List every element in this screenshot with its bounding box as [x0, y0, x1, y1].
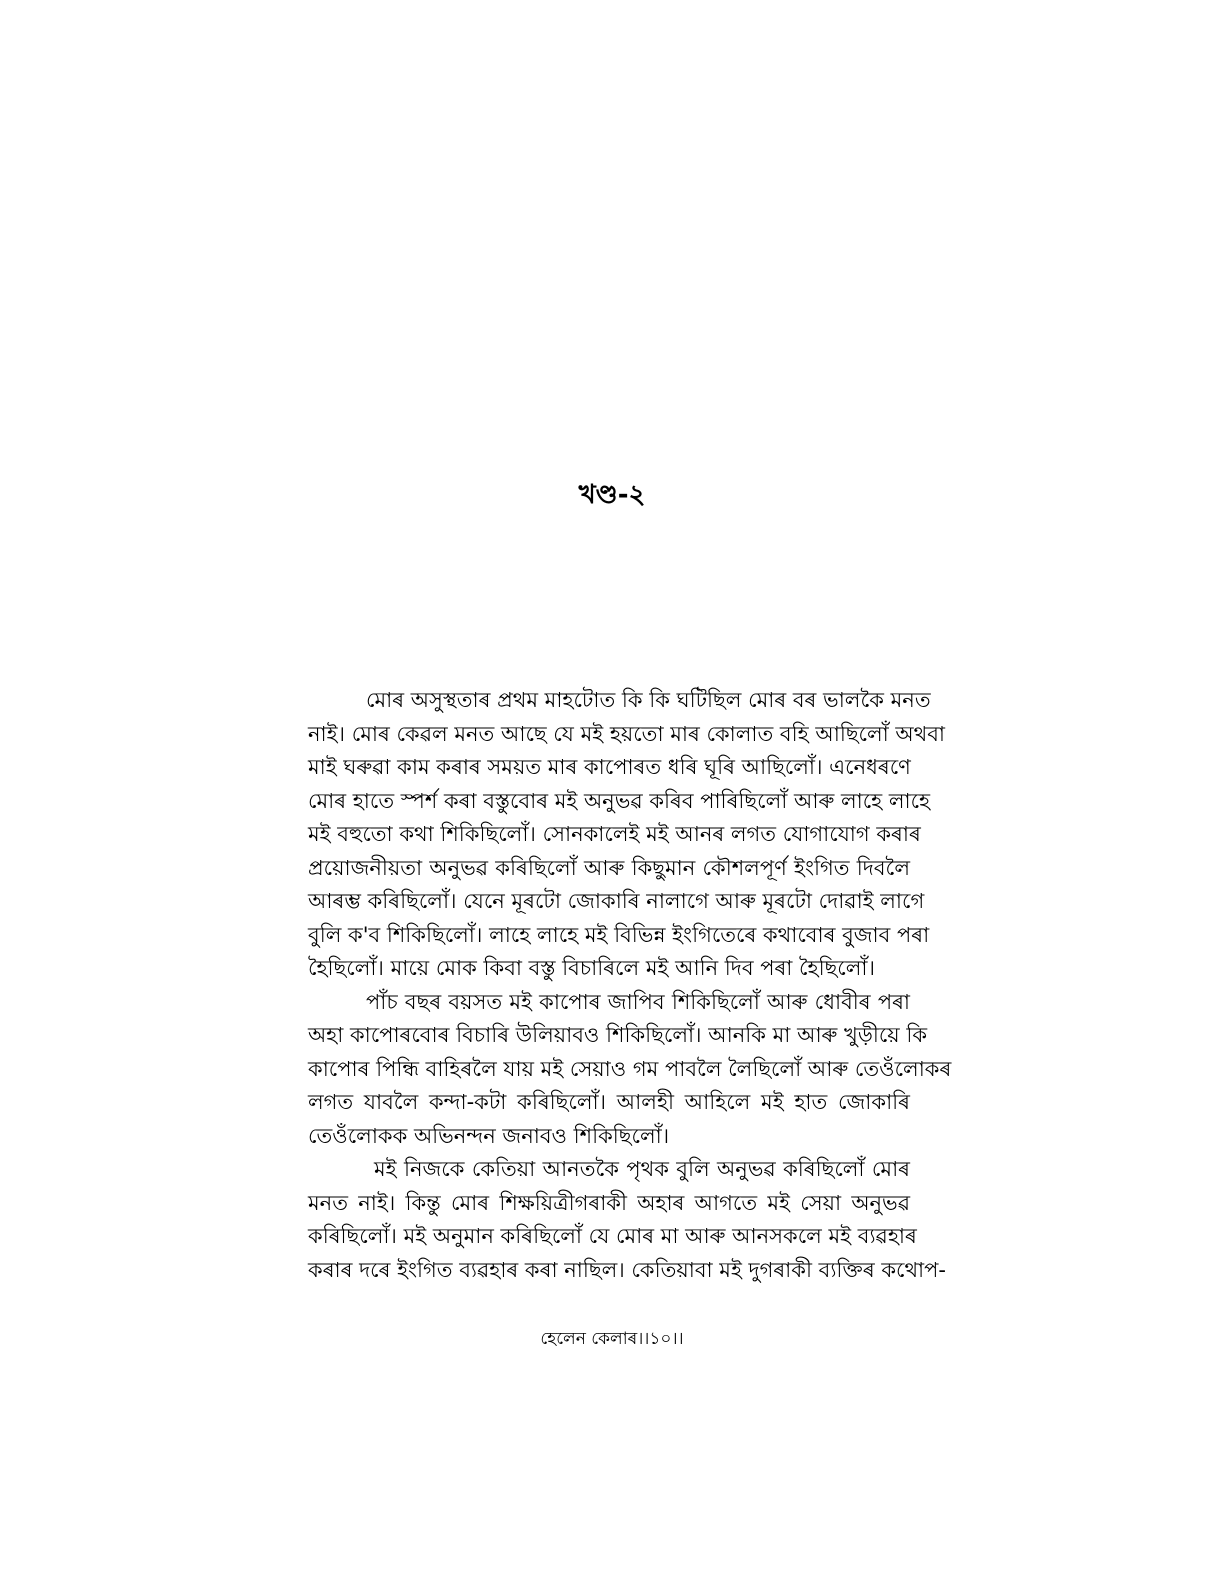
- paragraph-1: [308, 684, 945, 986]
- text-line: বুলি ক'ব শিকিছিলোঁ। লাহে লাহে মই বিভিন্ন ইংগিতেৰে কথাবোৰ বুজাব পৰা: [308, 922, 930, 947]
- text-line: পাঁচ বছৰ বয়সত মই কাপোৰ জাপিব শিকিছিলোঁ আৰু ধোবীৰ পৰা: [366, 989, 910, 1014]
- chapter-title: খণ্ড-২: [578, 480, 646, 510]
- text-line: আৰম্ভ কৰিছিলোঁ। যেনে মূৰটো জোকাৰি নালাগে আৰু মূৰটো দোৱাই লাগে: [308, 889, 925, 913]
- text-line: মাই ঘৰুৱা কাম কৰাৰ সময়ত মাৰ কাপোৰত ধৰি ঘূৰি আছিলোঁ। এনেধৰণে: [308, 755, 911, 779]
- text-line: মোৰ হাতে স্পৰ্শ কৰা বস্তুবোৰ মই অনুভৱ কৰিব পাৰিছিলোঁ আৰু লাহে লাহে: [308, 788, 931, 813]
- text-line: কৰিছিলোঁ। মই অনুমান কৰিছিলোঁ যে মোৰ মা আৰু আনসকলে মই ব্যৱহাৰ: [308, 1224, 917, 1248]
- page-footer: হেলেন কেলাৰ।।১০।।: [540, 1329, 684, 1349]
- paragraph-3: [308, 1153, 946, 1287]
- text-line: নাই। মোৰ কেৱল মনত আছে যে মই হয়তো মাৰ কোলাত বহি আছিলোঁ অথবা: [308, 721, 945, 746]
- text-line: মোৰ অসুস্থতাৰ প্ৰথম মাহটোত কি কি ঘটিছিল মোৰ বৰ ভালকৈ মনত: [366, 688, 931, 712]
- text-line: মই নিজকে কেতিয়া আনতকৈ পৃথক বুলি অনুভৱ কৰিছিলোঁ মোৰ: [374, 1157, 910, 1181]
- text-line: কাপোৰ পিন্ধি বাহিৰলৈ যায় মই সেয়াও গম পাবলৈ লৈছিলোঁ আৰু তেওঁলোকৰ: [308, 1056, 952, 1081]
- text-line: তেওঁলোকক অভিনন্দন জনাবও শিকিছিলোঁ।: [308, 1123, 670, 1148]
- text-line: মনত নাই। কিন্তু মোৰ শিক্ষয়িত্ৰীগৰাকী অহাৰ আগতে মই সেয়া অনুভৱ: [308, 1190, 910, 1215]
- text-line: হৈছিলোঁ। মায়ে মোক কিবা বস্তু বিচাৰিলে মই আনি দিব পৰা হৈছিলোঁ।: [308, 956, 875, 980]
- text-line: লগত যাবলৈ কন্দা-কটা কৰিছিলোঁ। আলহী আহিলে মই হাত জোকাৰি: [308, 1090, 910, 1114]
- paragraph-2: [308, 986, 952, 1154]
- text-line: প্ৰয়োজনীয়তা অনুভৱ কৰিছিলোঁ আৰু কিছুমান কৌশলপূৰ্ণ ইংগিত দিবলৈ: [308, 855, 910, 880]
- text-line: মই বহুতো কথা শিকিছিলোঁ। সোনকালেই মই আনৰ লগত যোগাযোগ কৰাৰ: [308, 822, 921, 846]
- text-line: কৰাৰ দৰে ইংগিত ব্যৱহাৰ কৰা নাছিল। কেতিয়াবা মই দুগৰাকী ব্যক্তিৰ কথোপ-: [308, 1257, 946, 1282]
- text-line: অহা কাপোৰবোৰ বিচাৰি উলিয়াবও শিকিছিলোঁ। আনকি মা আৰু খুড়ীয়ে কি: [308, 1023, 928, 1047]
- body-text: [308, 684, 952, 1287]
